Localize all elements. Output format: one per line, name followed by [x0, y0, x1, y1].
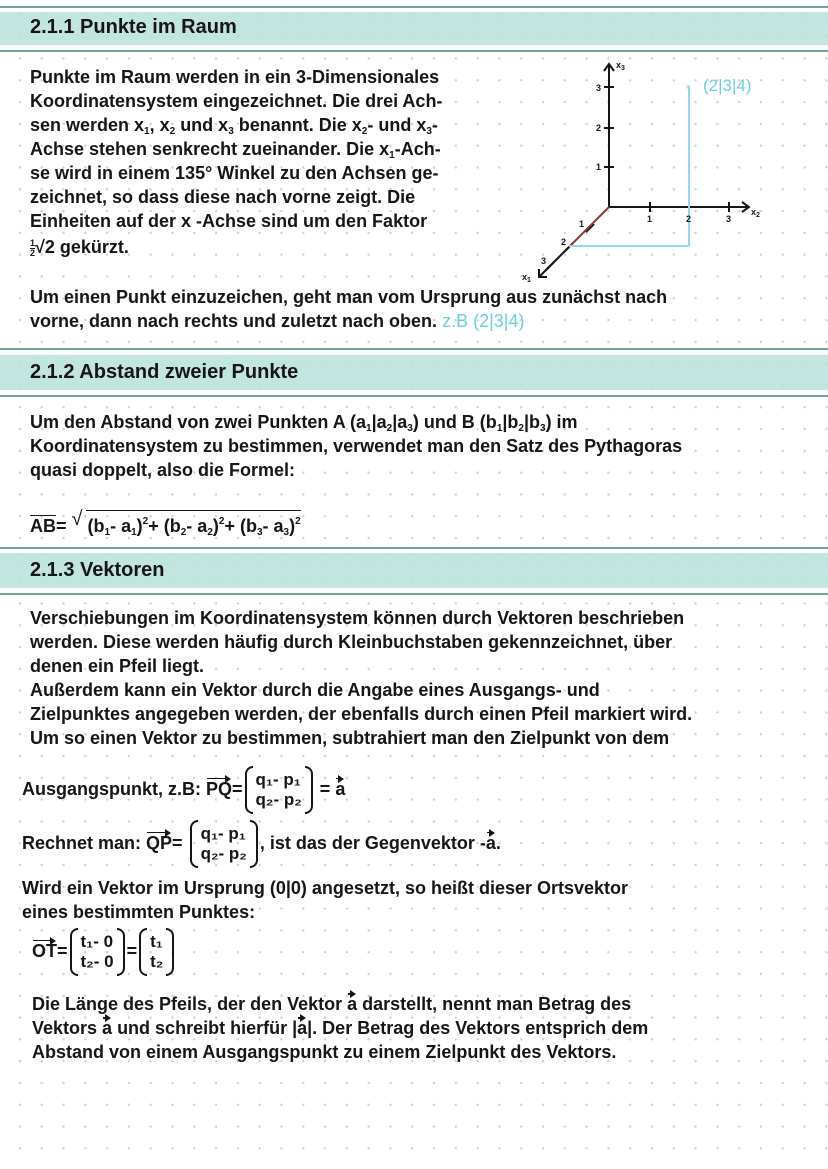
paren-left [70, 928, 78, 976]
divider [0, 593, 828, 595]
divider [0, 348, 828, 350]
paren-right [166, 928, 174, 976]
text-run: ) und B (b [412, 412, 497, 432]
text-run: se wird in einem 135° Winkel zu den Achsen ge- [30, 163, 439, 183]
point-marker: × [685, 82, 691, 93]
divider [0, 547, 828, 549]
text-run: , ist das der Gegenvektor - [259, 832, 486, 853]
text-run: und schreibt hierfür | [112, 1018, 298, 1038]
paren-right [250, 820, 258, 868]
x1-axis-highlight [569, 207, 609, 247]
paren-left [139, 928, 147, 976]
x1-tick-label: 2 [561, 237, 567, 247]
vector-entry: q₁- p₁ [255, 770, 301, 789]
divider [0, 6, 828, 8]
subscript: 2 [386, 423, 393, 434]
text-line [30, 654, 204, 678]
text-line [30, 209, 427, 233]
text-run: - und x [367, 115, 427, 135]
subscript: 1 [144, 126, 150, 137]
numerator: 1 [30, 237, 36, 248]
x2-axis-label: $x_2$ [751, 207, 760, 219]
section-title: 2.1.1 Punkte im Raum [30, 16, 237, 38]
superscript: 2 [295, 516, 301, 527]
subscript: 2 [518, 423, 524, 434]
column-vector [139, 928, 174, 976]
paren-right [305, 766, 313, 814]
vector-entries [198, 824, 250, 864]
text-line [22, 766, 345, 814]
text-run: = [56, 516, 72, 536]
text-line [30, 285, 667, 309]
text-run: Um einen Punkt einzuzeichen, geht man vom Ursprung aus zunächst nach [30, 287, 668, 307]
text-line [30, 185, 415, 209]
text-run: Verschiebungen im Koordinatensystem können durch Vektoren beschrieben [30, 608, 685, 628]
text-run: werden. Diese werden häufig durch Kleinbuchstaben gekennzeichnet, über [30, 632, 673, 652]
text-line [30, 434, 682, 458]
vector-symbol: OT [32, 940, 57, 961]
x1-axis-label: $x_1$ [522, 272, 531, 284]
segment-symbol: $\overline{AB}$ [30, 516, 56, 536]
text-run: |b [502, 412, 519, 432]
text-run: |a [392, 412, 408, 432]
text-line [30, 309, 524, 333]
text-run: |. Der Betrag des Vektors entsprich dem [307, 1018, 649, 1038]
vector-symbol: a [297, 1018, 308, 1038]
vector-symbol: PQ [206, 778, 233, 799]
subscript: 3 [540, 423, 546, 434]
text-run: + (b [148, 516, 181, 536]
x3-tick-label: 3 [596, 83, 602, 93]
vector-entry: q₂- p₂ [255, 790, 302, 809]
subscript: 1 [366, 423, 372, 434]
text-run: Einheiten auf der x -Achse sind um den Faktor [30, 211, 428, 231]
text-run: Zielpunktes angegeben werden, der ebenfalls durch einen Pfeil markiert wird. [30, 704, 693, 724]
text-run: Ausgangspunkt, z.B: [22, 778, 206, 799]
text-run: quasi doppelt, also die Formel: [30, 460, 296, 480]
text-line [30, 678, 600, 702]
text-run: - a [262, 516, 284, 536]
subscript: 2 [180, 527, 187, 538]
text-run: , x [149, 115, 170, 135]
text-line [32, 1016, 648, 1040]
x3-tick-label: 1 [596, 162, 602, 172]
text-run: - a [110, 516, 132, 536]
vector-entries [147, 932, 166, 972]
text-line [30, 235, 129, 259]
denominator: 2 [30, 247, 36, 258]
text-line [30, 65, 439, 89]
text-run: Rechnet man: [22, 832, 147, 853]
text-run: ) [136, 516, 143, 536]
column-vector [190, 820, 258, 868]
text-run: Um so einen Vektor zu bestimmen, subtrahiert man den Zielpunkt von dem [30, 728, 670, 748]
text-line [32, 992, 631, 1016]
text-run: und x [175, 115, 229, 135]
text-line [30, 161, 438, 185]
text-line [30, 630, 672, 654]
x2-tick-label: 3 [726, 214, 732, 224]
x3-axis-label: $x_3$ [616, 60, 625, 72]
section-title: 2.1.2 Abstand zweier Punkte [30, 361, 299, 383]
subscript: 3 [256, 527, 263, 538]
vector-entry: q₂- p₂ [200, 844, 247, 863]
vector-symbol: a [102, 1018, 113, 1038]
x2-tick-label: 2 [686, 214, 692, 224]
text-run: Achse stehen senkrecht zueinander. Die x [30, 139, 390, 159]
text-run: (b [87, 516, 105, 536]
vector-entries [253, 770, 305, 810]
text-run: -Ach- [394, 139, 441, 159]
text-run: Koordinatensystem zu bestimmen, verwendet man den Satz des Pythagoras [30, 436, 683, 456]
text-line [22, 876, 628, 900]
coordinate-system-diagram [520, 50, 820, 290]
text-line [30, 726, 669, 750]
x3-tick-label: 2 [596, 123, 602, 133]
text-run: Außerdem kann ein Vektor durch die Angabe eines Ausgangs- und [30, 680, 600, 700]
vector-symbol: QP [146, 832, 173, 853]
square-root [86, 510, 301, 544]
vector-entry: q₁- p₁ [200, 824, 246, 843]
text-line [30, 702, 692, 726]
vector-symbol: a [347, 994, 358, 1014]
text-run: + (b [224, 516, 257, 536]
text-run: - [431, 115, 438, 135]
text-run: benannt. Die x [233, 115, 362, 135]
text-run: Abstand von einem Ausgangspunkt zu einem Zielpunkt des Vektors. [32, 1042, 617, 1062]
superscript: 2 [142, 516, 149, 527]
text-line [30, 606, 684, 630]
text-run: = [126, 940, 138, 961]
text-run: |a [371, 412, 387, 432]
paren-left [190, 820, 198, 868]
example-point: z.B (2|3|4) [442, 311, 525, 331]
divider [0, 395, 828, 397]
text-line [32, 928, 176, 976]
text-run: Die Länge des Pfeils, der den Vektor [32, 994, 348, 1014]
text-run: = [172, 832, 188, 853]
text-run: Koordinatensystem eingezeichnet. Die drei Ach- [30, 91, 443, 111]
column-vector [245, 766, 313, 814]
text-line [32, 1040, 616, 1064]
subscript: 2 [207, 527, 213, 538]
text-run: ) im [545, 412, 578, 432]
text-run: = [314, 778, 336, 799]
text-run: |b [523, 412, 540, 432]
text-line [22, 820, 501, 868]
vector-entry: t₁ [150, 932, 163, 951]
text-line [30, 89, 442, 113]
vector-symbol: a [485, 832, 496, 853]
text-run: ) [212, 516, 219, 536]
text-run: vorne, dann nach rechts und zuletzt nach oben. [30, 311, 443, 331]
x1-tick-label: 3 [541, 256, 547, 266]
text-line [30, 510, 301, 544]
subscript: 3 [426, 126, 432, 137]
paren-left [245, 766, 253, 814]
text-run: - a [186, 516, 208, 536]
text-run: √2 gekürzt. [35, 237, 129, 257]
subscript: 3 [283, 527, 290, 538]
paren-right [117, 928, 125, 976]
x1-tick-label: 1 [579, 219, 585, 229]
subscript: 1 [131, 527, 137, 538]
text-run: zeichnet, so dass diese nach vorne zeigt. Die [30, 187, 416, 207]
subscript: 1 [104, 527, 111, 538]
subscript: 3 [228, 126, 234, 137]
text-run: = [232, 778, 243, 799]
text-run: = [57, 940, 68, 961]
text-run: Um den Abstand von zwei Punkten A (a [30, 412, 367, 432]
text-run: darstellt, nennt man Betrag des [357, 994, 632, 1014]
text-run: . [495, 832, 501, 853]
section-title: 2.1.3 Vektoren [30, 559, 165, 581]
superscript: 2 [218, 516, 225, 527]
vector-entry: t₁- 0 [80, 932, 114, 951]
vector-entries [78, 932, 117, 972]
text-run: Punkte im Raum werden in ein 3-Dimensionales [30, 67, 440, 87]
text-line [22, 900, 255, 924]
text-run: ) [289, 516, 296, 536]
subscript: 3 [407, 423, 413, 434]
text-run: sen werden x [30, 115, 145, 135]
vector-entry: t₂ [150, 952, 164, 971]
text-line [30, 458, 295, 482]
text-run: Vektors [32, 1018, 103, 1038]
text-run: denen ein Pfeil liegt. [30, 656, 205, 676]
subscript: 2 [169, 126, 176, 137]
text-run: eines bestimmten Punktes: [22, 902, 256, 922]
vector-entry: t₂- 0 [80, 952, 114, 971]
column-vector [70, 928, 125, 976]
subscript: 1 [496, 423, 503, 434]
point-label: (2|3|4) [703, 76, 752, 95]
subscript: 2 [361, 126, 368, 137]
text-run: Wird ein Vektor im Ursprung (0|0) angesetzt, so heißt dieser Ortsvektor [22, 878, 629, 898]
vector-symbol: a [335, 778, 346, 799]
x2-tick-label: 1 [647, 214, 653, 224]
subscript: 1 [389, 150, 395, 161]
